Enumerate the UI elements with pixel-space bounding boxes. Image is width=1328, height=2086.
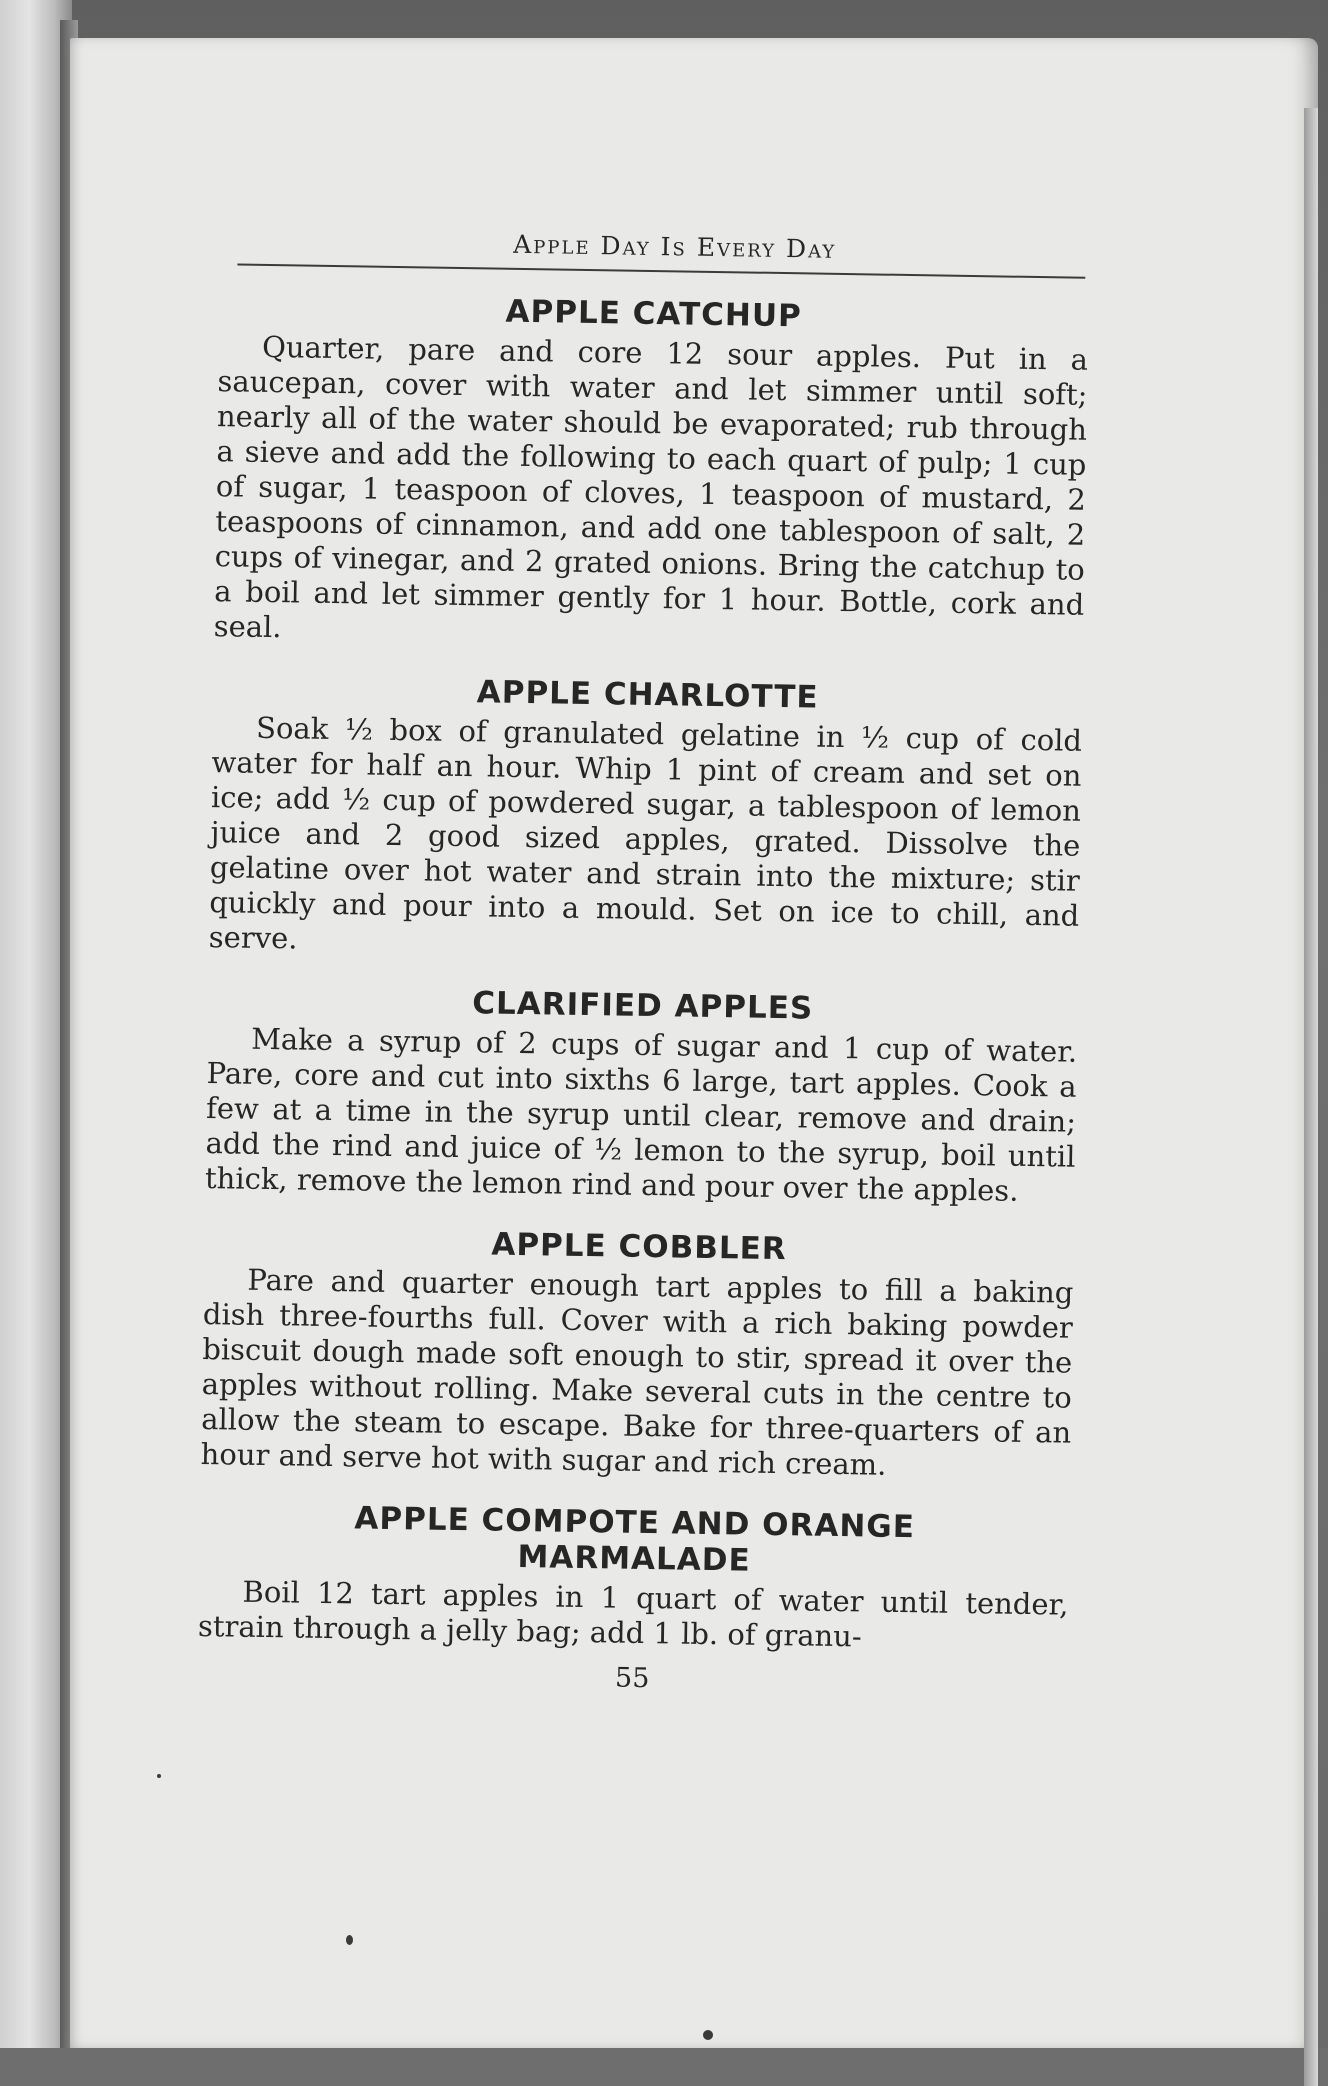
- recipe-apple-cobbler: [200, 1222, 1074, 1486]
- paper-speck: [157, 1774, 161, 1778]
- page-number: 55: [614, 1662, 650, 1695]
- recipe-apple-charlotte: [209, 670, 1083, 969]
- recipe-clarified-apples: [205, 981, 1078, 1210]
- recipe-apple-catchup: [213, 289, 1088, 658]
- recipe-title: APPLE COMPOTE AND ORANGE MARMALADE: [354, 1500, 916, 1579]
- recipe-body: Quarter, pare and core 12 sour apples. Put in a saucepan, cover with water and let simmer until soft; nearly all of the water should be evaporated; rub through a sieve and add the following to each quart of pulp; 1 cup of sugar, 1 teaspoon of cloves, 1 teaspoon of mustard, 2 teaspoons of cinnamon, and add one tablespoon of salt, 2 cups of vinegar, and 2 grated onions. Bring the catchup to a boil and let simmer gently for 1 hour. Bottle, cork and seal.: [213, 329, 1089, 645]
- page-edge-shadow: [1304, 108, 1318, 2086]
- paper-speck: [703, 2030, 713, 2040]
- recipe-title: CLARIFIED APPLES: [472, 985, 814, 1027]
- page-content: [197, 223, 1090, 1700]
- recipe-title: APPLE COBBLER: [491, 1226, 787, 1268]
- recipe-body: Boil 12 tart apples in 1 quart of water until tender, strain through a jelly bag; add 1 lb. of granu-: [197, 1574, 1069, 1654]
- recipe-title: APPLE CHARLOTTE: [476, 674, 819, 716]
- recipe-body: Make a syrup of 2 cups of sugar and 1 cup of water. Pare, core and cut into sixths 6 large, tart apples. Cook a few at a time in the syrup until clear, remove and drain; add the rind and juice of ½ lemon to the syrup, boil until thick, remove the lemon rind and pour over the apples.: [204, 1021, 1078, 1208]
- recipe-body: Soak ½ box of granulated gelatine in ½ cup of cold water for half an hour. Whip 1 pint of cream and set on ice; add ½ cup of powdered sugar, a tablespoon of lemon juice and 2 good sized apples, grated. Dissolve the gelatine over hot water and strain into the mixture; stir quickly and pour into a mould. Set on ice to chill, and serve.: [208, 710, 1083, 956]
- running-head: Apple Day Is Every Day: [513, 229, 837, 264]
- recipe-apple-compote: [198, 1498, 1070, 1658]
- paper-speck: [346, 1935, 353, 1945]
- recipe-title: APPLE CATCHUP: [505, 293, 803, 335]
- recipe-body: Pare and quarter enough tart apples to fill a baking dish three-fourths full. Cover with a rich baking powder biscuit dough made soft enough to stir, spread it over the apples without rolling. Make several cuts in the centre to allow the steam to escape. Bake for three-quarters of an hour and serve hot with sugar and rich cream.: [200, 1262, 1074, 1482]
